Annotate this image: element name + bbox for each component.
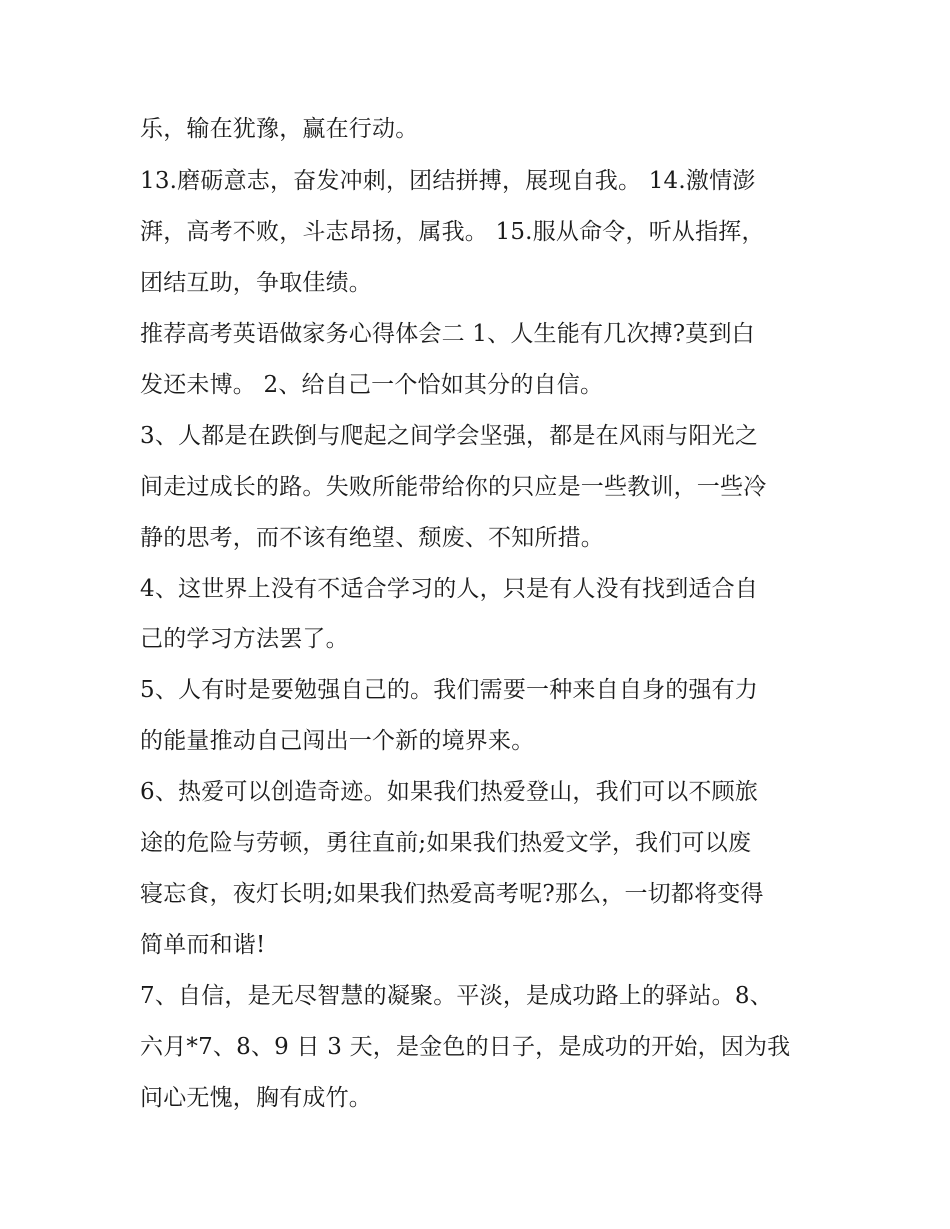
text-line: 静的思考，而不该有绝望、颓废、不知所措。 bbox=[140, 525, 604, 551]
text-line: 13.磨砺意志，奋发冲刺，团结拼搏，展现自我。 14.激情澎 bbox=[140, 168, 756, 194]
text-line: 途的危险与劳顿，勇往直前;如果我们热爱文学，我们可以废 bbox=[140, 830, 752, 856]
text-line: 乐，输在犹豫，赢在行动。 bbox=[140, 116, 419, 142]
text-line: 问心无愧，胸有成竹。 bbox=[140, 1085, 372, 1111]
text-line: 湃，高考不败，斗志昂扬，属我。 15.服从命令，听从指挥， bbox=[140, 219, 765, 245]
text-line: 6、热爱可以创造奇迹。如果我们热爱登山，我们可以不顾旅 bbox=[140, 779, 759, 805]
text-line: 7、自信，是无尽智慧的凝聚。平淡，是成功路上的驿站。8、 bbox=[140, 983, 773, 1009]
text-line: 团结互助，争取佳绩。 bbox=[140, 270, 372, 296]
text-line: 3、人都是在跌倒与爬起之间学会坚强，都是在风雨与阳光之 bbox=[140, 423, 759, 449]
text-line: 简单而和谐! bbox=[140, 932, 266, 958]
text-line: 发还未博。 2、给自己一个恰如其分的自信。 bbox=[140, 372, 604, 398]
text-line: 间走过成长的路。失败所能带给你的只应是一些教训，一些冷 bbox=[140, 474, 767, 500]
text-line: 5、人有时是要勉强自己的。我们需要一种来自自身的强有力 bbox=[140, 677, 759, 703]
text-line: 推荐高考英语做家务心得体会二 1、人生能有几次搏?莫到白 bbox=[140, 321, 755, 347]
text-line: 的能量推动自己闯出一个新的境界来。 bbox=[140, 728, 535, 754]
text-line: 己的学习方法罢了。 bbox=[140, 626, 349, 652]
text-line: 寝忘食，夜灯长明;如果我们热爱高考呢?那么，一切都将变得 bbox=[140, 881, 764, 907]
text-line: 4、这世界上没有不适合学习的人，只是有人没有找到适合自 bbox=[140, 576, 759, 602]
text-line: 六月*7、8、9 日 3 天，是金色的日子，是成功的开始，因为我 bbox=[140, 1034, 791, 1060]
